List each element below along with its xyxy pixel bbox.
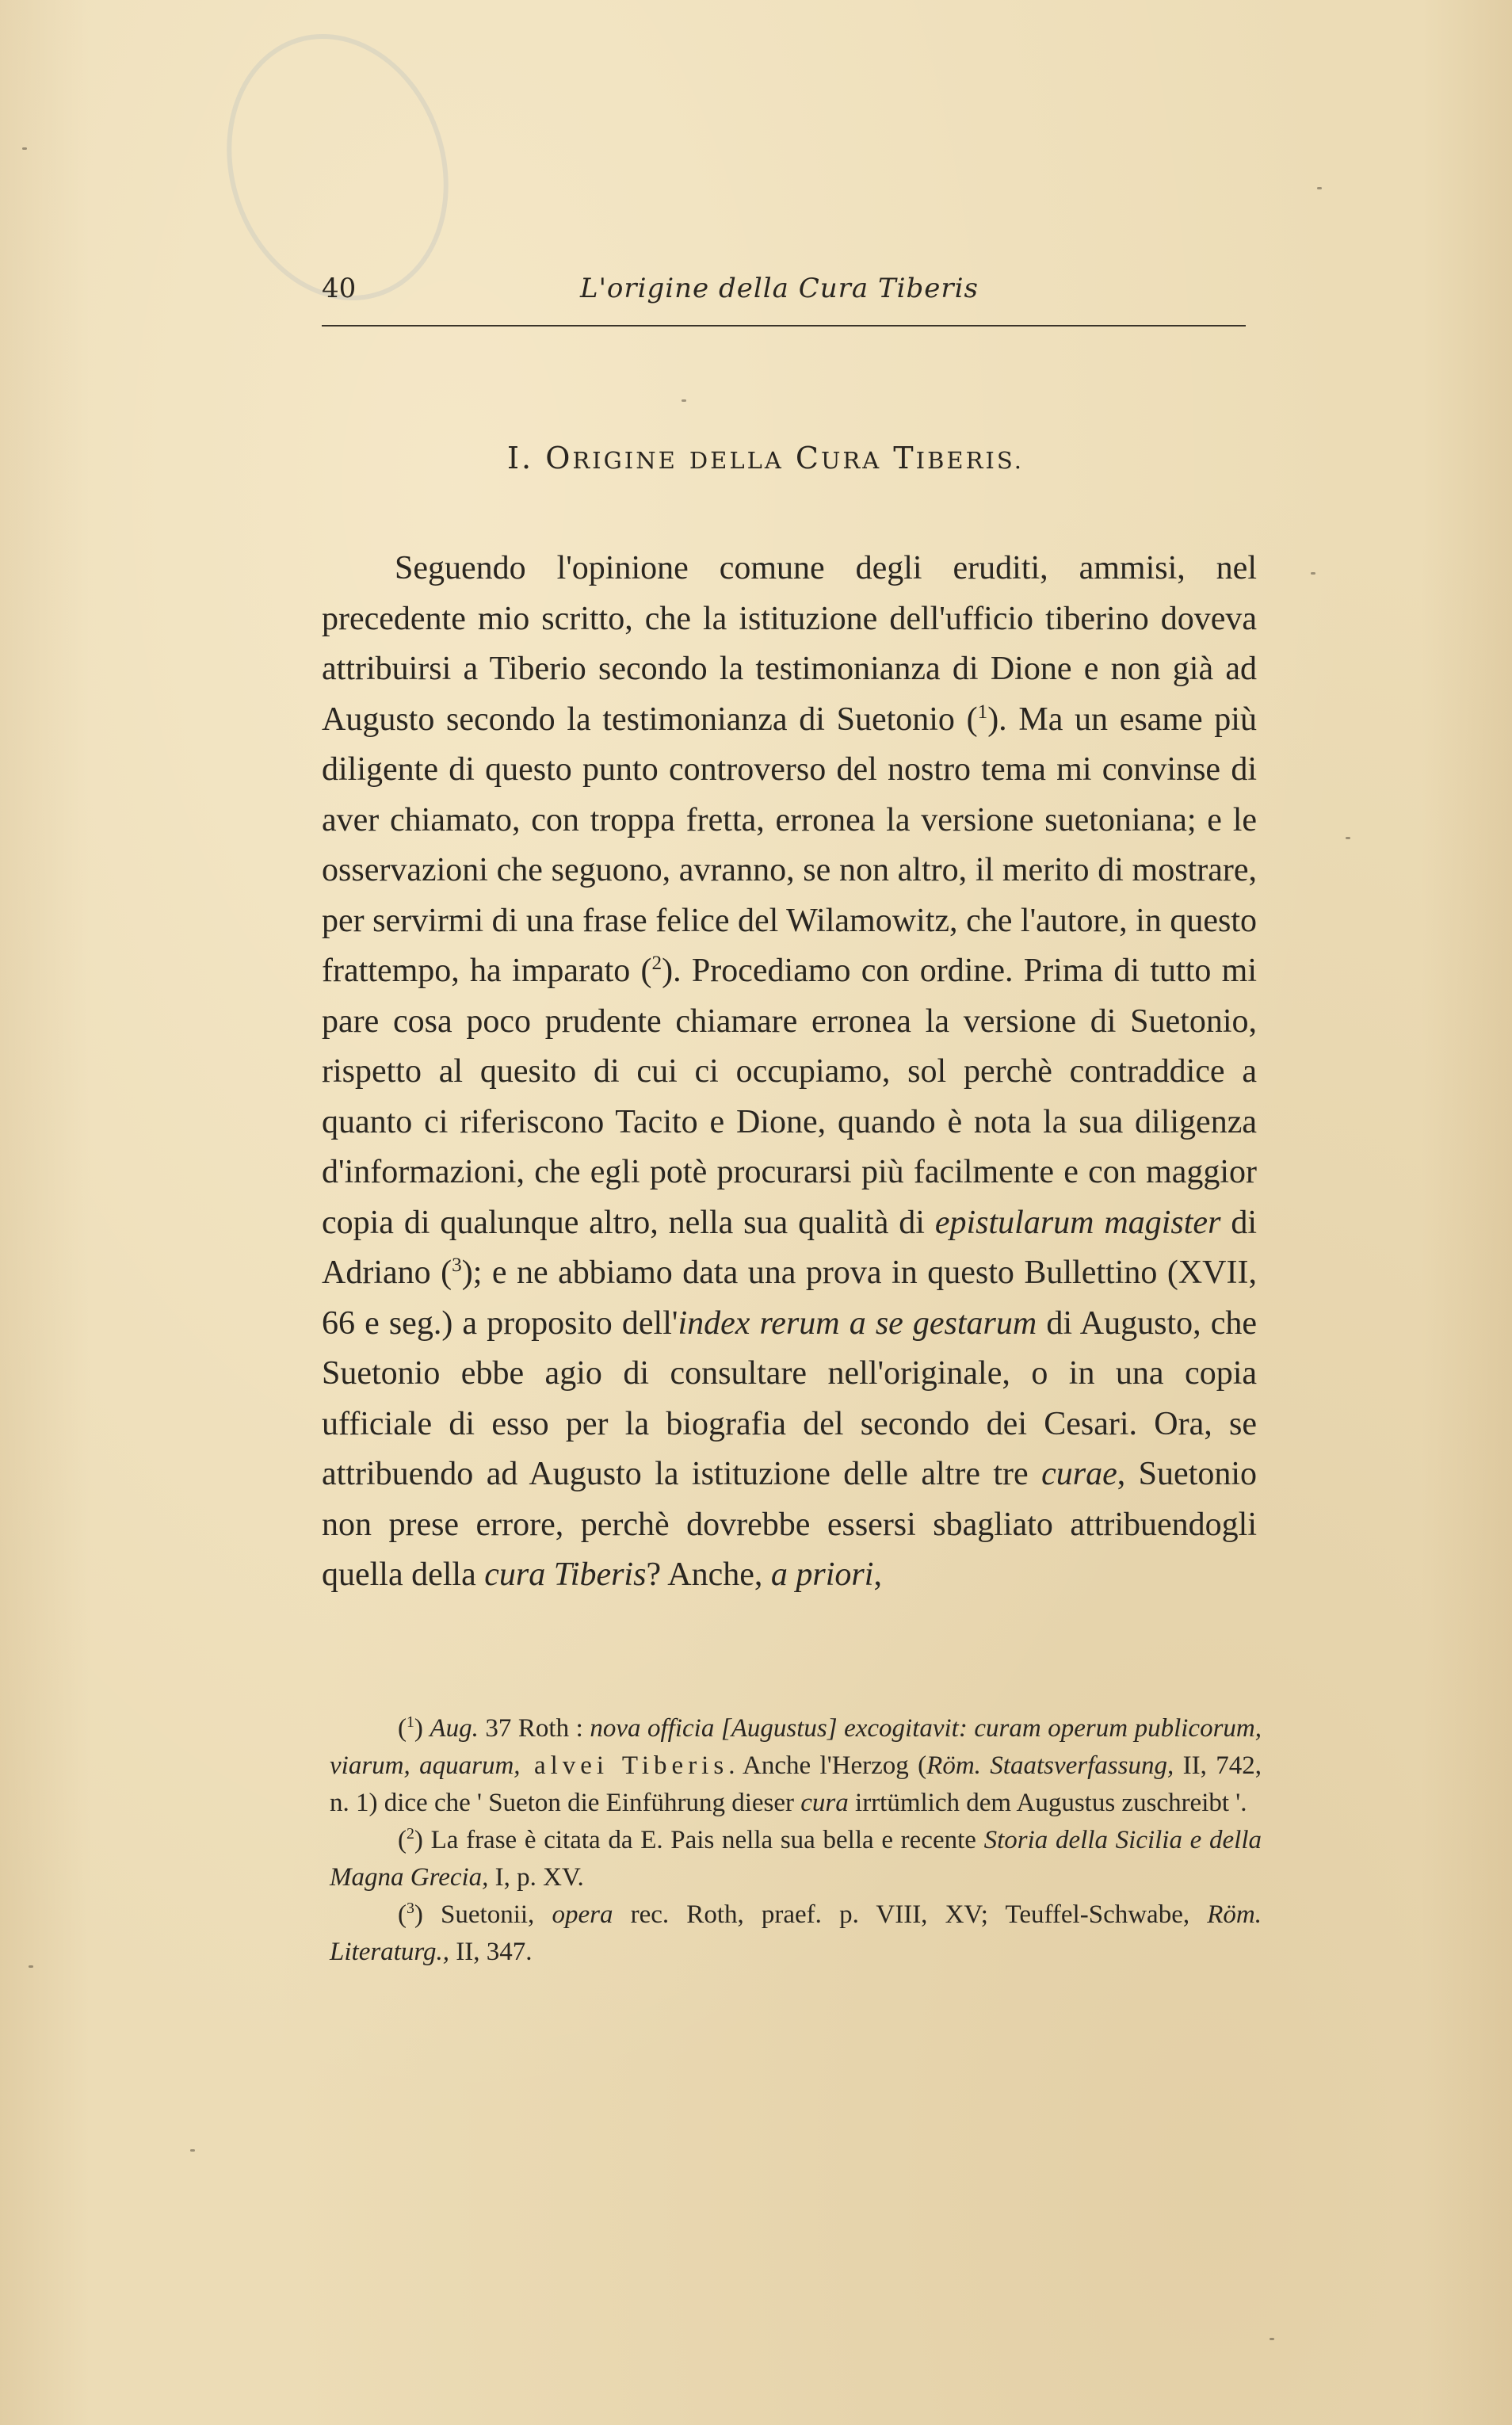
footnote-ref-1: 1	[977, 701, 988, 723]
main-paragraph: Seguendo l'opinione comune degli eruditi, ammisi, nel precedente mio scritto, che la istituzione dell'ufficio tiberino doveva attribuirsi a Tiberio secondo la testimonianza di Dione e non già ad Augusto secondo la testimonianza di Suetonio ($^1$). Ma un esame più diligente di questo punto controverso del nostro tema mi convinse di aver chiamato, con troppa fretta, erronea la versione suetoniana; e le osservazioni che seguono, avranno, se non altro, il merito di mostrare, per servirmi di una frase felice del Wilamowitz, che l'autore, in questo frattempo, ha imparato ($^2$). Procediamo con ordine. Prima di tutto mi pare cosa poco prudente chiamare erronea la versione di Suetonio, rispetto al quesito di cui ci occupiamo, sol perchè contraddice a quanto ci riferiscono Tacito e Dione, quando è nota la sua diligenza d'informazioni, che egli potè procurarsi più facilmente e con maggior copia di qualunque altro, nella sua qualità di epistularum magister di Adriano ($^3$); e ne abbiamo data una prova in questo Bullettino (XVII, 66 e seg.) a proposito dell'index rerum a se gestarum di Augusto, che Suetonio ebbe agio di consultare nell'originale, o in una copia ufficiale di esso per la biografia del secondo dei Cesari. Ora, se attribuendo ad Augusto la istituzione delle altre tre curae, Suetonio non prese errore, perchè dovrebbe essersi sbagliato attribuendogli quella della cura Tiberis? Anche, a priori,	[322, 550, 1258, 1593]
section-number: I.	[507, 441, 534, 475]
footnote-3: ($^3$) Suetonii, opera rec. Roth, praef. p. VIII, XV; Teuffel-Schwabe, Röm. Literaturg., II, 347.	[330, 1900, 1262, 1966]
footnote-2: ($^2$) La frase è citata da E. Pais nella sua bella e recente Storia della Sicilia e della Magna Grecia, I, p. XV.	[330, 1825, 1262, 1892]
footnotes	[330, 1710, 1262, 1971]
footnote-ref-3: 3	[452, 1255, 462, 1276]
footnote-ref-2: 2	[651, 953, 662, 974]
page-number: 40	[322, 273, 357, 304]
header-rule	[322, 325, 1246, 327]
running-title: L'origine della Cura Tiberis	[580, 273, 979, 304]
footnote-1: ($^1$) Aug. 37 Roth : nova officia [Augustus] excogitavit: curam operum publicorum, viarum, aquarum, alvei Tiberis. Anche l'Herzog (Röm. Staatsverfassung, II, 742, n. 1) dice che ' Sueton die Einführung dieser cura irrtümlich dem Augustus zuschreibt '.	[330, 1713, 1262, 1817]
section-heading: I. ORIGINE DELLA CURA TIBERIS.	[507, 441, 1024, 475]
page-header	[322, 266, 1246, 328]
body-text	[322, 544, 1257, 1601]
